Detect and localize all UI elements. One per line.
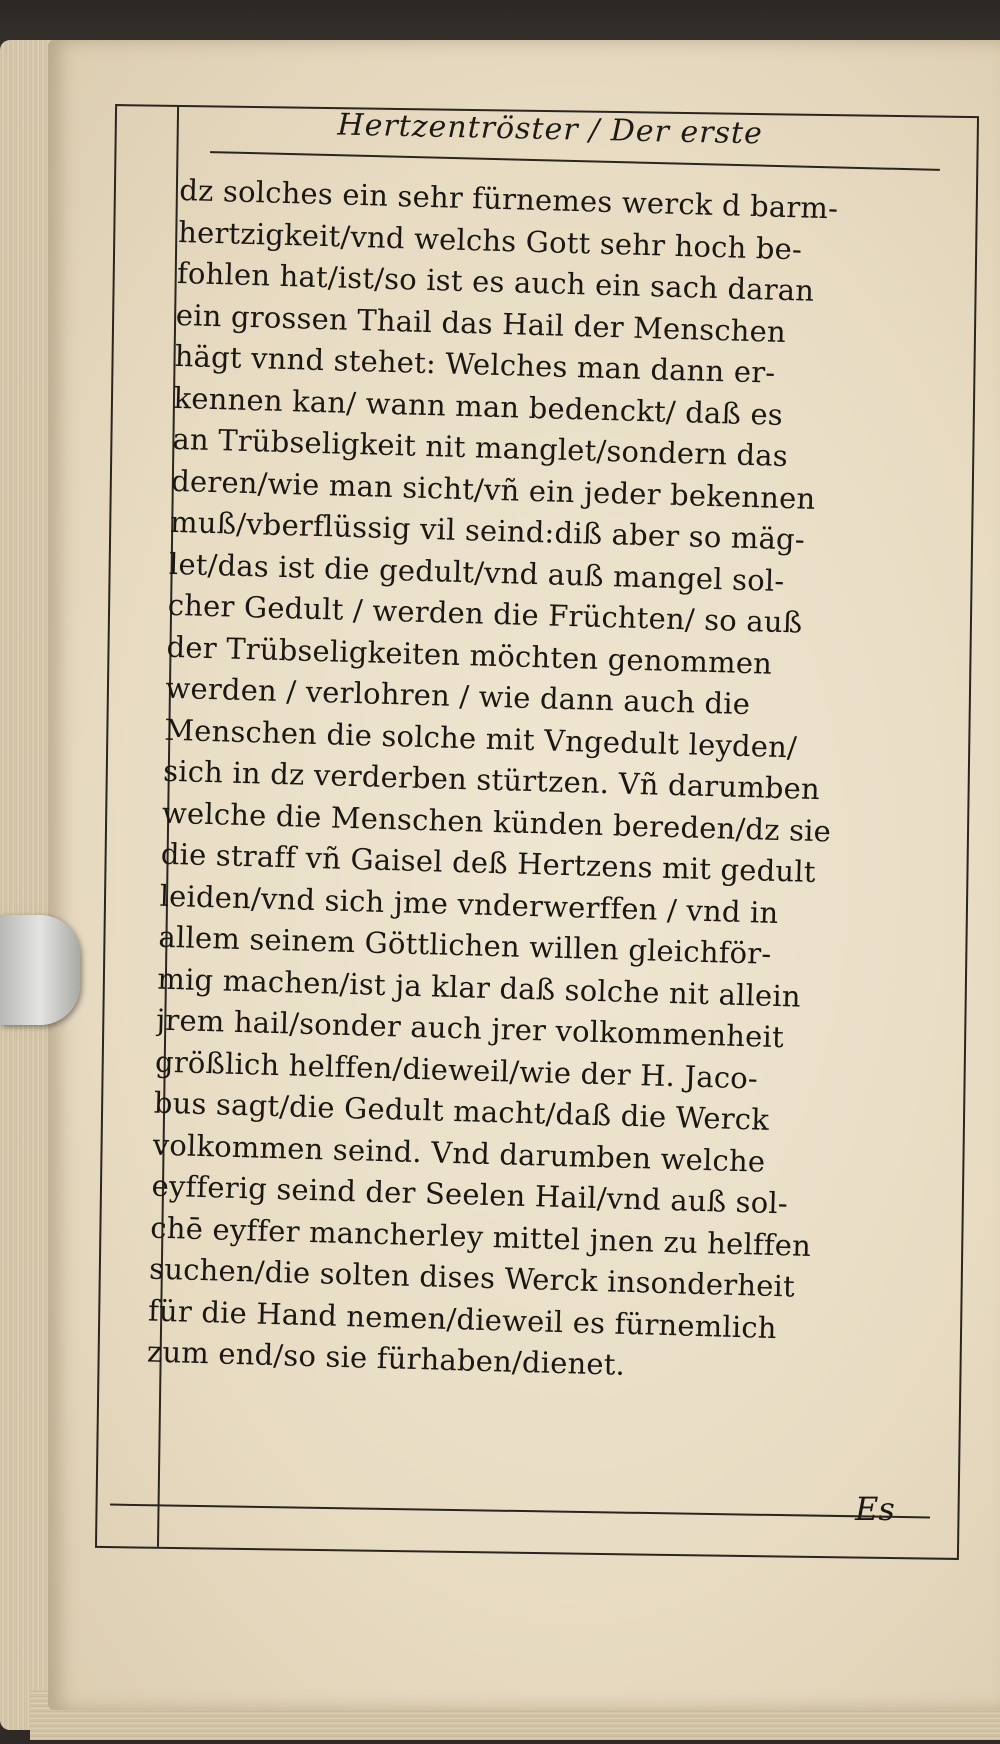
book-clasp [0, 915, 80, 1025]
text-line: let/das ist die gedult/vnd auß mangel sol- [168, 546, 785, 598]
text-line: werden / verlohren / wie dann auch die [165, 670, 751, 722]
catchword: Es [855, 1490, 895, 1528]
text-line: dz solches ein sehr fürnemes werck d barm- [178, 172, 839, 226]
text-line: deren/wie man sicht/vñ ein jeder bekennen [170, 463, 816, 516]
text-line: eyfferig seind der Seelen Hail/vnd auß sol- [151, 1168, 789, 1221]
text-line: fohlen hat/ist/so ist es auch ein sach daran [176, 255, 815, 308]
text-line: sich in dz verderben stürtzen. Vñ darumben [162, 753, 821, 807]
text-line: zum end/so sie fürhaben/dienet. [146, 1334, 626, 1382]
text-line: hägt vnnd stehet: Welches man dann er- [174, 338, 776, 390]
text-line: die straff vñ Gaisel deß Hertzens mit gedult [160, 836, 817, 890]
running-head: Hertzentröster / Der erste [337, 107, 764, 152]
text-line: chē eyffer mancherley mittel jnen zu helffen [149, 1210, 812, 1263]
text-line: kennen kan/ wann man bedenckt/ daß es [173, 380, 784, 432]
text-line: der Trübseligkeiten möchten genommen [166, 629, 773, 681]
text-line: mig machen/ist ja klar daß solche nit allein [156, 961, 802, 1014]
text-line: muß/vberflüssig vil seind:diß aber so mäg- [169, 504, 806, 557]
body-text [146, 170, 939, 1394]
text-line: allem seinem Göttlichen willen gleichför- [158, 919, 772, 971]
text-line: für die Hand nemen/dieweil es fürnemlich [147, 1293, 778, 1345]
text-line: volkommen seind. Vnd darumben welche [152, 1127, 766, 1179]
text-line: Menschen die solche mit Vngedult leyden/ [163, 712, 798, 764]
text-line: ein grossen Thail das Hail der Menschen [175, 297, 787, 349]
text-line: hertzigkeit/vnd welchs Gott sehr hoch be- [177, 214, 803, 266]
text-line: an Trübseligkeit nit manglet/sondern das [172, 421, 789, 474]
text-line: größlich helffen/dieweil/wie der H. Jaco- [154, 1044, 759, 1095]
text-line: welche die Menschen künden bereden/dz sie [161, 795, 832, 848]
text-line: leiden/vnd sich jme vnderwerffen / vnd in [159, 878, 779, 930]
text-line: jrem hail/sonder auch jrer volkommenheit [155, 1002, 785, 1055]
text-line: cher Gedult / werden die Früchten/ so auß [167, 587, 803, 640]
text-line: suchen/die solten dises Werck insonderheit [148, 1251, 796, 1304]
text-line: bus sagt/die Gedult macht/daß die Werck [153, 1085, 770, 1137]
